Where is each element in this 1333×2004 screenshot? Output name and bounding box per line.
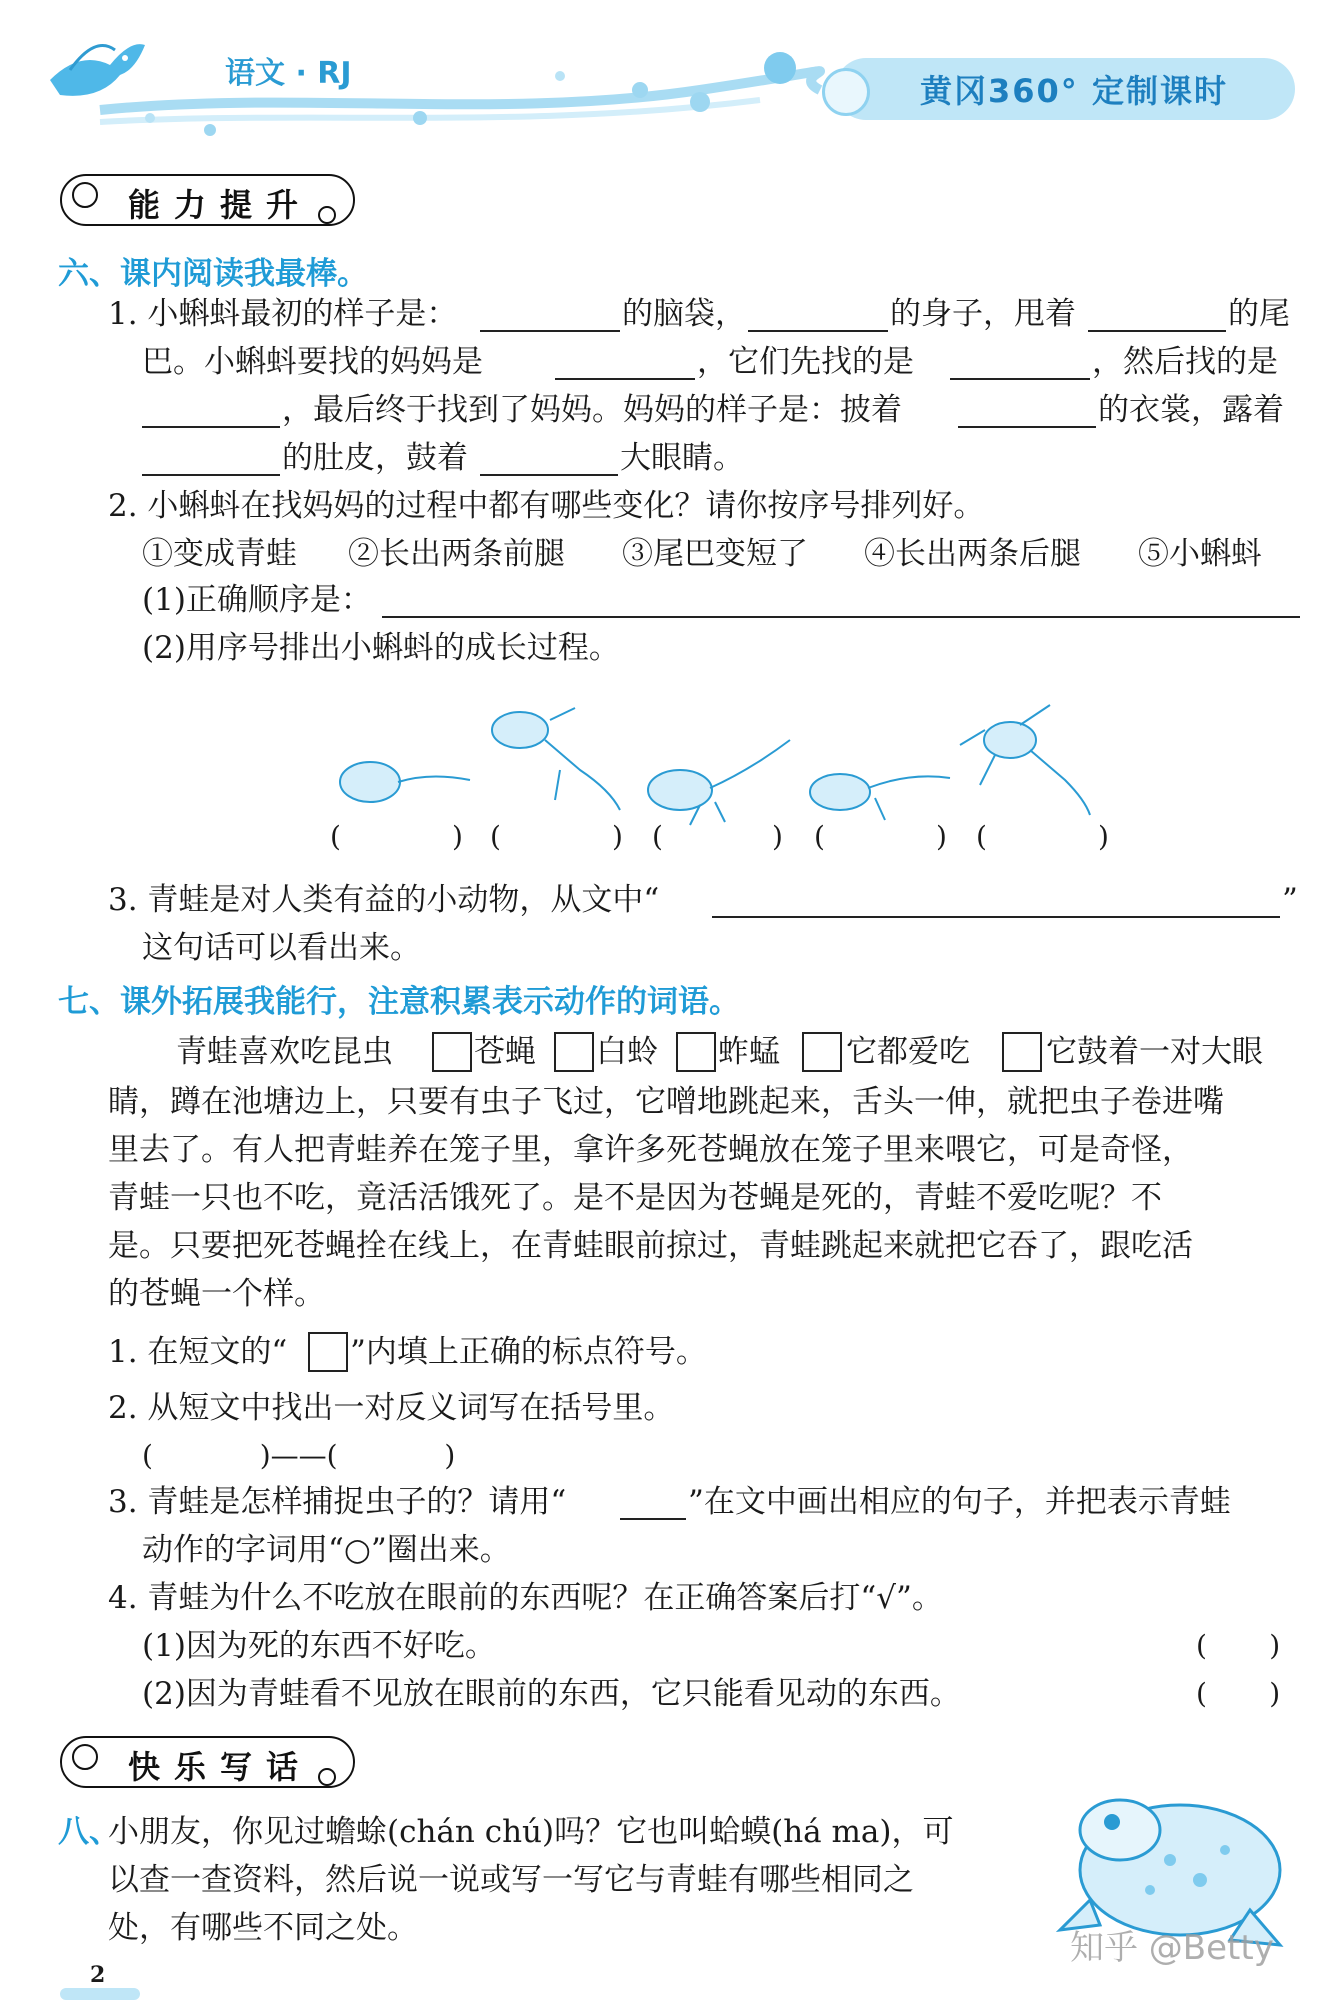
section-title-writing: 快乐写话 (128, 1748, 313, 1786)
text: 的肚皮，鼓着 (282, 440, 468, 476)
tadpole-with-legs-icon (648, 740, 790, 825)
text: ”内填上正确的标点符号。 (350, 1334, 707, 1370)
series-title: 黄冈360° 定制课时 (920, 72, 1228, 110)
answer-parens[interactable]: ( ) (1196, 1677, 1281, 1710)
q8-label: 八、 (58, 1814, 120, 1850)
banner-dots-right (318, 206, 336, 224)
banner-circle-left (72, 1744, 98, 1770)
text: ，它们先找的是 (697, 344, 914, 380)
text: 青蛙喜欢吃昆虫 (176, 1034, 393, 1070)
q7-title: 七、课外拓展我能行，注意积累表示动作的词语。 (58, 984, 740, 1020)
series-title-circle (822, 68, 870, 116)
paren-open[interactable]: ( (490, 820, 501, 853)
text: 2. 小蝌蚪在找妈妈的过程中都有哪些变化？请你按序号排列好。 (108, 488, 985, 524)
option-5: ⑤小蝌蚪 (1138, 536, 1262, 572)
text: 3. 青蛙是对人类有益的小动物，从文中“ (108, 882, 660, 918)
underline-sample (620, 1490, 686, 1520)
punctuation-box[interactable] (432, 1032, 472, 1072)
text: 巴。小蝌蚪要找的妈妈是 (142, 344, 483, 380)
text: 这句话可以看出来。 (142, 930, 421, 966)
punctuation-box[interactable] (554, 1032, 594, 1072)
paren-open[interactable]: ( (814, 820, 825, 853)
text: 它都爱吃 (846, 1034, 970, 1070)
answer-blank[interactable] (480, 302, 620, 332)
growth-illustrations (320, 700, 1120, 830)
footer-wave (60, 1988, 140, 2000)
text: 青蛙一只也不吃，竟活活饿死了。是不是因为苍蝇是死的，青蛙不爱吃呢？不 (108, 1180, 1162, 1216)
text: (1)因为死的东西不好吃。 (142, 1628, 496, 1664)
text: 的苍蝇一个样。 (108, 1276, 325, 1312)
header-decoration (0, 0, 1333, 140)
text: ，最后终于找到了妈妈。妈妈的样子是：披着 (282, 392, 902, 428)
paren-open[interactable]: ( (330, 820, 341, 853)
option-2: ②长出两条前腿 (348, 536, 565, 572)
banner-circle-left (72, 182, 98, 208)
paren-close[interactable]: ) (772, 820, 783, 853)
q6-title: 六、课内阅读我最棒。 (58, 256, 368, 292)
text: ”在文中画出相应的句子，并把表示青蛙 (688, 1484, 1231, 1520)
text: 大眼睛。 (620, 440, 744, 476)
paren-open[interactable]: ( (652, 820, 663, 853)
paren-close[interactable]: ) (452, 820, 463, 853)
punctuation-box[interactable] (1002, 1032, 1042, 1072)
page-number: 2 (90, 1962, 106, 1988)
q6-item2-answer-parens (0, 820, 1333, 860)
option-3: ③尾巴变短了 (622, 536, 808, 572)
answer-blank[interactable] (142, 398, 280, 428)
text: (2)用序号排出小蝌蚪的成长过程。 (142, 630, 620, 666)
text: 处，有哪些不同之处。 (108, 1910, 418, 1946)
answer-blank[interactable] (555, 350, 695, 380)
text: 白蛉 (596, 1034, 658, 1070)
text: 是。只要把死苍蝇拴在线上，在青蛙眼前掠过，青蛙跳起来就把它吞了，跟吃活 (108, 1228, 1193, 1264)
text: ” (1282, 882, 1298, 918)
text: 蚱蜢 (718, 1034, 780, 1070)
answer-blank[interactable] (1088, 302, 1226, 332)
frog-young-icon (492, 708, 620, 810)
section-title-ability: 能力提升 (128, 186, 313, 224)
text: 1. 小蝌蚪最初的样子是： (108, 296, 458, 332)
answer-blank[interactable] (142, 446, 280, 476)
text: 里去了。有人把青蛙养在笼子里，拿许多死苍蝇放在笼子里来喂它，可是奇怪， (108, 1132, 1193, 1168)
bird-icon (40, 30, 150, 110)
text: 2. 从短文中找出一对反义词写在括号里。 (108, 1390, 675, 1426)
text: 动作的字词用“○”圈出来。 (142, 1532, 511, 1568)
text: 的脑袋， (622, 296, 746, 332)
text: 以查一查资料，然后说一说或写一写它与青蛙有哪些相同之 (108, 1862, 914, 1898)
text: (1)正确顺序是： (142, 582, 372, 618)
paren-close[interactable]: ) (936, 820, 947, 853)
text: 的衣裳，露着 (1098, 392, 1284, 428)
answer-blank[interactable] (958, 398, 1096, 428)
text: 1. 在短文的“ (108, 1334, 288, 1370)
antonym-answer-parens[interactable]: ( )——( ) (142, 1439, 456, 1472)
text: 苍蝇 (474, 1034, 536, 1070)
paren-open[interactable]: ( (976, 820, 987, 853)
answer-blank[interactable] (748, 302, 888, 332)
text: 4. 青蛙为什么不吃放在眼前的东西呢？在正确答案后打“√”。 (108, 1580, 943, 1616)
tadpole-hind-legs-icon (810, 774, 950, 820)
text: 睛，蹲在池塘边上，只要有虫子飞过，它噌地跳起来，舌头一伸，就把虫子卷进嘴 (108, 1084, 1224, 1120)
punctuation-box-example (308, 1332, 348, 1372)
frog-icon (960, 705, 1090, 815)
paren-close[interactable]: ) (612, 820, 623, 853)
text: ，然后找的是 (1092, 344, 1278, 380)
watermark: 知乎 @Betty (1070, 1928, 1274, 1968)
subject-label: 语文 · RJ (225, 56, 352, 91)
answer-line[interactable] (712, 888, 1280, 918)
punctuation-box[interactable] (802, 1032, 842, 1072)
text: 它鼓着一对大眼 (1046, 1034, 1263, 1070)
answer-parens[interactable]: ( ) (1196, 1629, 1281, 1662)
answer-line[interactable] (382, 588, 1300, 618)
banner-dots-right (318, 1768, 336, 1786)
text: 的尾 (1228, 296, 1290, 332)
text: (2)因为青蛙看不见放在眼前的东西，它只能看见动的东西。 (142, 1676, 961, 1712)
option-4: ④长出两条后腿 (864, 536, 1081, 572)
option-1: ①变成青蛙 (142, 536, 297, 572)
punctuation-box[interactable] (676, 1032, 716, 1072)
text: 3. 青蛙是怎样捕捉虫子的？请用“ (108, 1484, 567, 1520)
text: 小朋友，你见过蟾蜍(chán chú)吗？它也叫蛤蟆(há ma)，可 (108, 1814, 954, 1850)
text: 的身子，甩着 (890, 296, 1076, 332)
paren-close[interactable]: ) (1098, 820, 1109, 853)
answer-blank[interactable] (950, 350, 1090, 380)
tadpole-icon (340, 762, 470, 802)
answer-blank[interactable] (480, 446, 618, 476)
